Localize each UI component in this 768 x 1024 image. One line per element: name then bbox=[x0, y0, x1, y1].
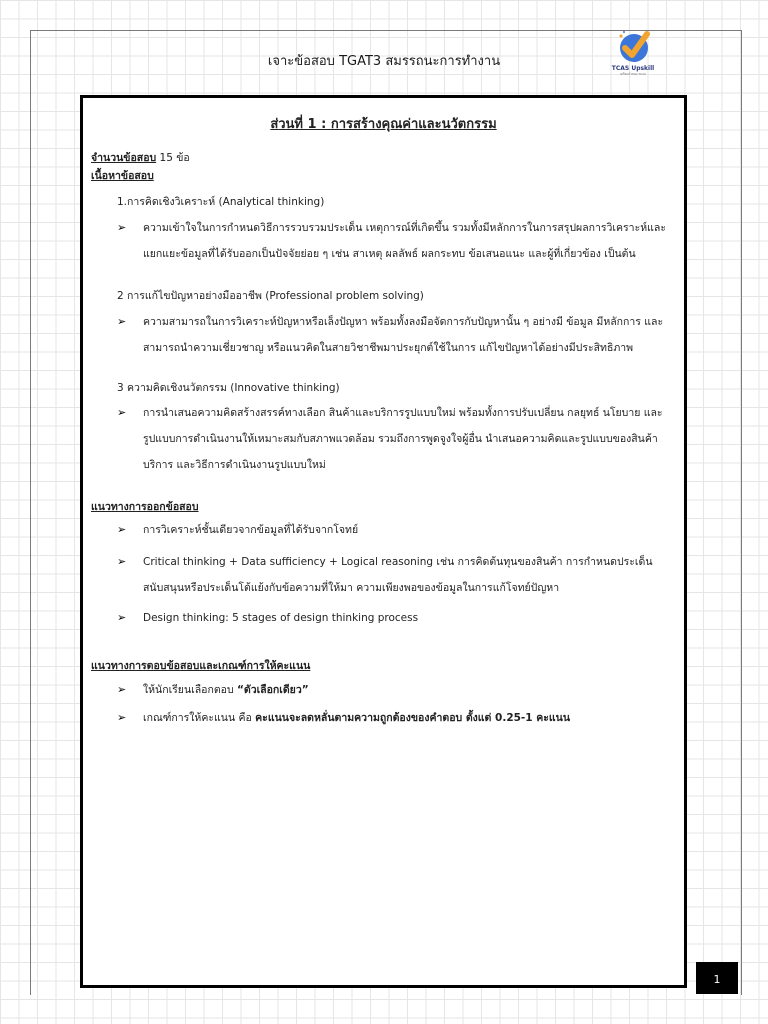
answer-item-text: เกณฑ์การให้คะแนน คือ bbox=[143, 712, 252, 724]
document-header-title: เจาะข้อสอบ TGAT3 สมรรถนะการทำงาน bbox=[267, 54, 501, 69]
arrow-bullet-icon: ➢ bbox=[117, 406, 127, 419]
answer-approach-heading: แนวทางการตอบข้อสอบและเกณฑ์การให้คะแนน bbox=[91, 660, 311, 672]
arrow-bullet-icon: ➢ bbox=[117, 611, 127, 624]
topic-line: รูปแบบการดำเนินงานให้เหมาะสมกับสภาพแวดล้อม รวมถึงการพูดจูงใจผู้อื่น นำเสนอความคิดและรูปแบบของสินค้า bbox=[143, 433, 658, 445]
topic-line: สามารถนำความเชี่ยวชาญ หรือแนวคิดในสายวิชาชีพมาประยุกต์ใช้ในการ แก้ไขปัญหาได้อย่างมีประสิทธิภาพ bbox=[143, 342, 634, 354]
tcas-upskill-logo bbox=[608, 26, 658, 92]
exam-approach-item: Design thinking: 5 stages of design thinking process bbox=[143, 612, 419, 624]
topic-line: ความเข้าใจในการกำหนดวิธีการรวบรวมประเด็น เหตุการณ์ที่เกิดขึ้น รวมทั้งมีหลักการในการสรุปผลการวิเคราะห์และ bbox=[143, 222, 666, 234]
question-count bbox=[91, 150, 190, 166]
question-count-value: 15 ข้อ bbox=[159, 152, 190, 164]
arrow-bullet-icon: ➢ bbox=[117, 555, 127, 568]
answer-item-text: ให้นักเรียนเลือกตอบ bbox=[143, 684, 234, 696]
answer-approach-item bbox=[143, 710, 570, 726]
topic-heading: 1.การคิดเชิงวิเคราะห์ (Analytical thinking) bbox=[117, 196, 325, 208]
arrow-bullet-icon: ➢ bbox=[117, 711, 127, 724]
page-number: 1 bbox=[696, 962, 738, 994]
exam-approach-item: สนับสนุนหรือประเด็นโต้แย้งกับข้อความที่ให้มา ความเพียงพอของข้อมูลในการแก้โจทย์ปัญหา bbox=[143, 582, 560, 594]
arrow-bullet-icon: ➢ bbox=[117, 683, 127, 696]
arrow-bullet-icon: ➢ bbox=[117, 523, 127, 536]
arrow-bullet-icon: ➢ bbox=[117, 315, 127, 328]
logo-name: TCAS Upskill bbox=[611, 65, 655, 72]
question-count-label: จำนวนข้อสอบ bbox=[91, 152, 157, 164]
topic-line: บริการ และวิธีการดำเนินงานรูปแบบใหม่ bbox=[143, 459, 326, 471]
topic-heading: 2 การแก้ไขปัญหาอย่างมืออาชีพ (Professional problem solving) bbox=[117, 290, 424, 302]
content-heading: เนื้อหาข้อสอบ bbox=[91, 170, 154, 182]
topic-heading: 3 ความคิดเชิงนวัตกรรม (Innovative thinking) bbox=[117, 382, 340, 394]
topic-line: แยกแยะข้อมูลที่ได้รับออกเป็นปัจจัยย่อย ๆ เช่น สาเหตุ ผลลัพธ์ ผลกระทบ ข้อเสนอแนะ และผู้ที่เกี่ยวข้อง เป็นต้น bbox=[143, 248, 636, 260]
exam-approach-item: การวิเคราะห์ชั้นเดียวจากข้อมูลที่ได้รับจากโจทย์ bbox=[143, 524, 359, 536]
answer-approach-item bbox=[143, 682, 309, 698]
logo-tagline: เตรียมตัวสอบ TCAS bbox=[619, 72, 647, 76]
content-box bbox=[80, 95, 687, 988]
exam-approach-item: Critical thinking + Data sufficiency + Logical reasoning เช่น การคิดต้นทุนของสินค้า การกำหนดประเด็น bbox=[143, 556, 653, 568]
answer-item-emphasis: “ตัวเลือกเดียว” bbox=[236, 684, 309, 696]
section-title: ส่วนที่ 1 : การสร้างคุณค่าและนวัตกรรม bbox=[270, 117, 497, 132]
exam-approach-heading: แนวทางการออกข้อสอบ bbox=[91, 501, 199, 513]
topic-line: การนำเสนอความคิดสร้างสรรค์ทางเลือก สินค้าและบริการรูปแบบใหม่ พร้อมทั้งการปรับเปลี่ยน กลยุทธ์ นโยบาย และ bbox=[143, 407, 663, 419]
arrow-bullet-icon: ➢ bbox=[117, 221, 127, 234]
answer-item-emphasis: คะแนนจะลดหลั่นตามความถูกต้องของคำตอบ ตั้งแต่ 0.25-1 คะแนน bbox=[255, 712, 571, 724]
topic-line: ความสามารถในการวิเคราะห์ปัญหาหรือเล็งปัญหา พร้อมทั้งลงมือจัดการกับปัญหานั้น ๆ อย่างมี ข้อมูล มีหลักการ และ bbox=[143, 316, 664, 328]
checkmark-badge-icon bbox=[613, 26, 653, 66]
